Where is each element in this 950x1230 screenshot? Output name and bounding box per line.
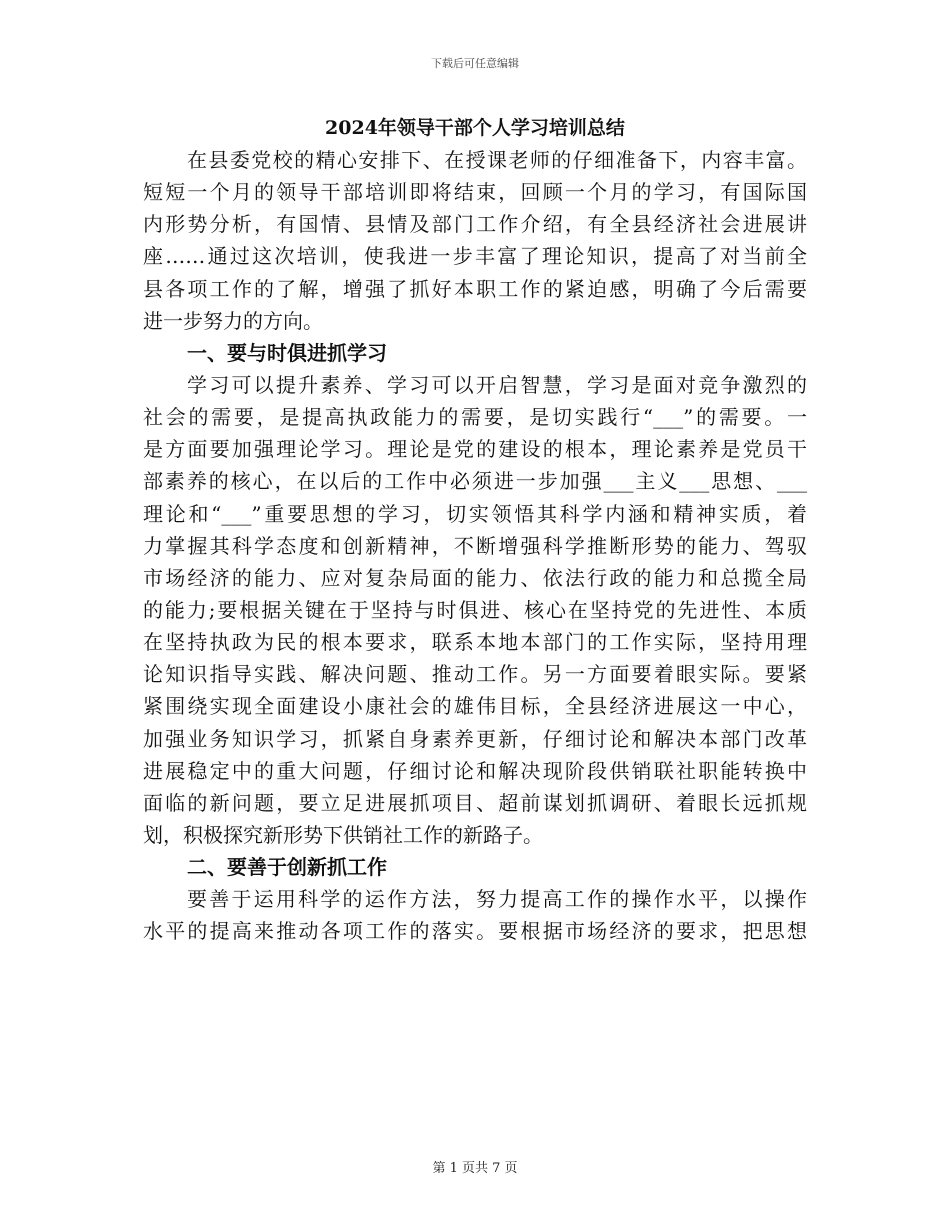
paragraph-line: 在县委党校的精心安排下、在授课老师的仔细准备下，内容丰富。 (187, 148, 807, 172)
paragraph-line: 力掌握其科学态度和创新精神，不断增强科学推断形势的能力、驾驭 (143, 533, 807, 558)
paragraph-line: 论知识指导实践、解决问题、推动工作。另一方面要着眼实际。要紧 (143, 662, 807, 687)
document-body (143, 112, 807, 948)
page-header: 下载后可任意编辑 (431, 57, 519, 70)
paragraph-line: 县各项工作的了解，增强了抓好本职工作的紧迫感，明确了今后需要 (143, 276, 807, 301)
paragraph-line: 加强业务知识学习，抓紧自身素养更新，仔细讨论和解决本部门改革 (143, 726, 807, 751)
paragraph-line: 市场经济的能力、应对复杂局面的能力、依法行政的能力和总揽全局 (143, 565, 807, 590)
paragraph-line: 短短一个月的领导干部培训即将结束，回顾一个月的学习，有国际国 (143, 180, 807, 205)
paragraph-line: 在坚持执政为民的根本要求，联系本地本部门的工作实际，坚持用理 (143, 630, 807, 655)
paragraph-line: 划，积极探究新形势下供销社工作的新路子。 (143, 822, 543, 847)
paragraph-line: 内形势分析，有国情、县情及部门工作介绍，有全县经济社会进展讲 (143, 212, 807, 237)
document-title: 2024年领导干部个人学习培训总结 (325, 117, 625, 139)
page-footer: 第 1 页共 7 页 (432, 1161, 518, 1176)
paragraph-line: 进展稳定中的重大问题，仔细讨论和解决现阶段供销联社职能转换中 (143, 758, 807, 783)
paragraph-line: 水平的提高来推动各项工作的落实。要根据市场经济的要求，把思想 (143, 919, 807, 944)
section-heading: 二、要善于创新抓工作 (187, 855, 387, 880)
paragraph-line: 部素养的核心，在以后的工作中必须进一步加强___主义___思想、___ (143, 469, 807, 494)
paragraph-line: 学习可以提升素养、学习可以开启智慧，学习是面对竞争激烈的 (187, 372, 807, 397)
section-heading: 一、要与时俱进抓学习 (187, 340, 387, 365)
paragraph-line: 面临的新问题，要立足进展抓项目、超前谋划抓调研、着眼长远抓规 (143, 790, 807, 815)
paragraph-line: 进一步努力的方向。 (143, 308, 323, 333)
paragraph-line: 要善于运用科学的运作方法，努力提高工作的操作水平，以操作 (187, 887, 807, 912)
paragraph-line: 座……通过这次培训，使我进一步丰富了理论知识，提高了对当前全 (143, 244, 807, 269)
paragraph-line: 的能力;要根据关键在于坚持与时俱进、核心在坚持党的先进性、本质 (143, 597, 807, 622)
paragraph-line: 社会的需要，是提高执政能力的需要，是切实践行“___”的需要。一 (143, 405, 807, 430)
paragraph-line: 理论和“___”重要思想的学习，切实领悟其科学内涵和精神实质，着 (143, 501, 807, 526)
paragraph-line: 紧围绕实现全面建设小康社会的雄伟目标，全县经济进展这一中心， (143, 694, 807, 719)
paragraph-line: 是方面要加强理论学习。理论是党的建设的根本，理论素养是党员干 (143, 437, 807, 462)
